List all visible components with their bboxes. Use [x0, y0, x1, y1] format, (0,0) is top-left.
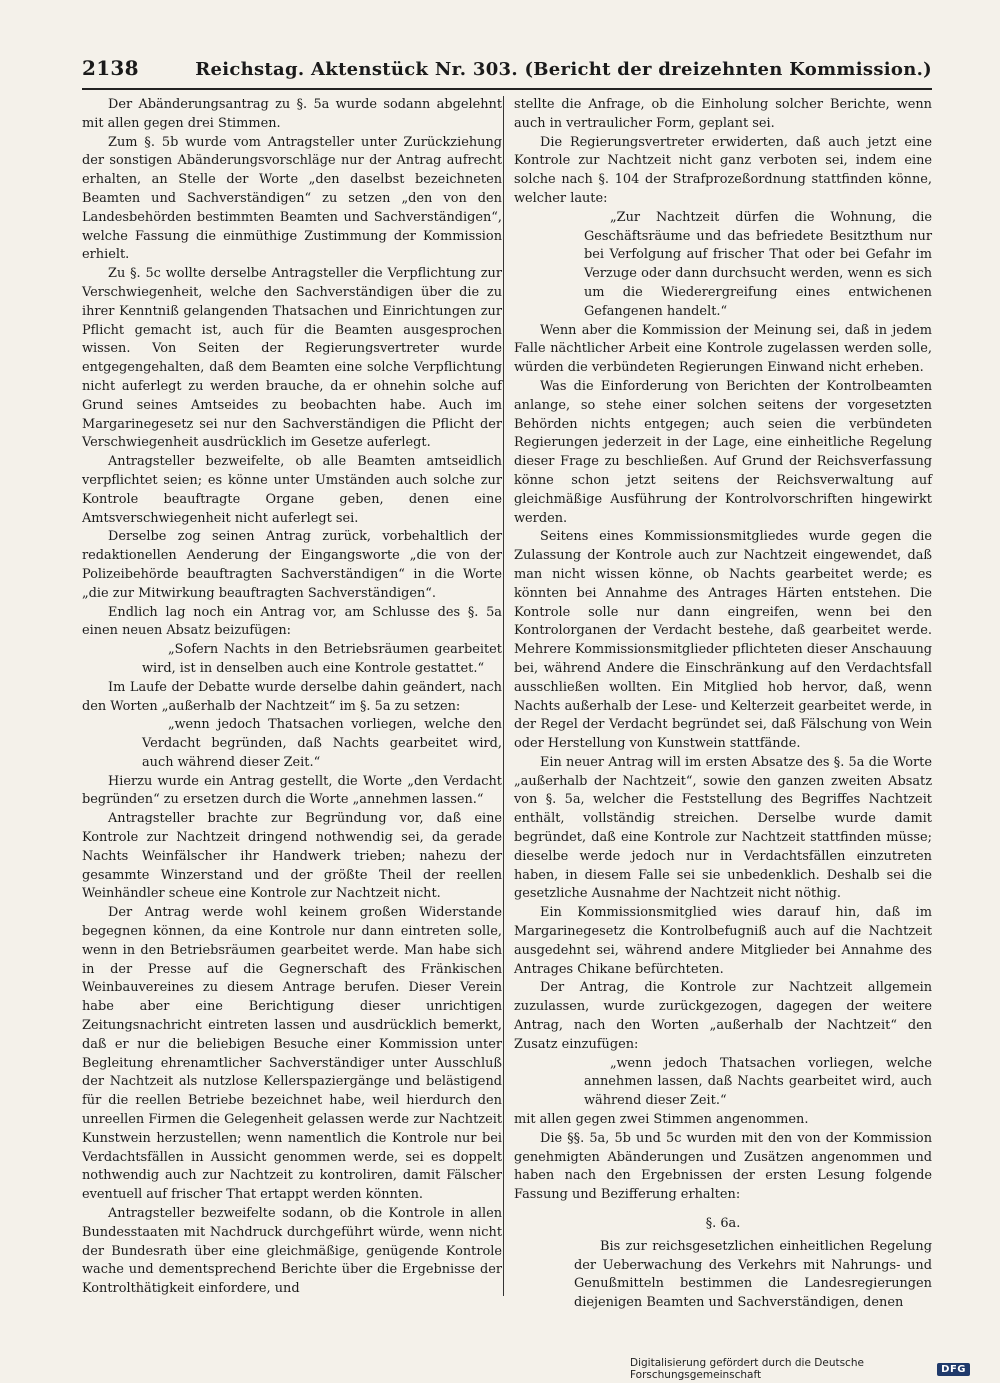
block-quote: „wenn jedoch Thatsachen vorliegen, welche annehmen lassen, daß Nachts gearbeitet wird, auch während dieser Zeit.“	[584, 1055, 932, 1109]
block-quote: „Sofern Nachts in den Betriebsräumen gearbeitet wird, ist in denselben auch eine Kontrole gestattet.“	[142, 642, 502, 676]
section-body: Bis zur reichsgesetzlichen einheitlichen Regelung der Ueberwachung des Verkehrs mit Nahrungs- und Genußmitteln bestimmen die Landesregierungen diejenigen Beamten und Sachverständigen, denen	[574, 1238, 932, 1311]
paragraph: Der Antrag werde wohl keinem großen Widerstande begegnen können, da eine Kontrole nur dann eintreten solle, wenn in den Betriebsräumen gearbeitet werde. Man habe sich in der Presse auf die Gegnerschaft des Fränkischen Weinbauvereines zu diesem Antrage berufen. Dieser Verein habe aber eine Berichtigung dieser unrichtigen Zeitungsnachricht eintreten lassen und ausdrücklich bemerkt, daß er nur die beliebigen Besuche einer Kommission unter Begleitung ehrenamtlicher Sachverständiger unter Ausschluß der Nachtzeit als nutzlose Kellerspaziergänge und belästigend für die reellen Betriebe bezeichnet habe, weil hierdurch den unreellen Firmen die Gelegenheit gelassen werde zur Nachtzeit Kunstwein herzustellen; wenn namentlich die Kontrole nur bei Verdachtsfällen in Aussicht genommen werde, sei es doppelt nothwendig auch zur Nachtzeit zu kontroliren, damit Fälscher eventuell auf frischer That ertappt werden könnten.	[82, 905, 502, 1203]
paragraph: Die Regierungsvertreter erwiderten, daß auch jetzt eine Kontrole zur Nachtzeit nicht ganz verboten sei, indem eine solche nach §. 104 der Strafprozeßordnung stattfinden könne, welcher laute:	[514, 134, 932, 206]
page-header	[82, 56, 932, 86]
right-column	[514, 96, 932, 1313]
paragraph: Ein Kommissionsmitglied wies darauf hin, daß im Margarinegesetz die Kontrolbefugniß auch auf die Nachtzeit ausgedehnt sei, während andere Mitglieder bei Annahme des Antrages Chikane befürchteten.	[514, 905, 932, 977]
paragraph: Zum §. 5b wurde vom Antragsteller unter Zurückziehung der sonstigen Abänderungsvorschläge nur der Antrag aufrecht erhalten, an Stelle der Worte „den daselbst bezeichneten Beamten und Sachverständigen“ zu setzen „den von den Landesbehörden bestimmten Beamten und Sachverständigen“, welche Fassung die einmüthige Zustimmung der Kommission erhielt.	[82, 134, 502, 263]
credit-text: Digitalisierung gefördert durch die Deutsche Forschungsgemeinschaft	[630, 1357, 864, 1381]
paragraph: Was die Einforderung von Berichten der Kontrolbeamten anlange, so stehe einer solchen seitens der vorgesetzten Behörden nichts entgegen; auch seien die verbündeten Regierungen jederzeit in der Lage, eine einheitliche Regelung dieser Frage zu beschließen. Auf Grund der Reichsverfassung könne schon jetzt seitens der Reichsverwaltung auf gleichmäßige Ausführung der Kontrolvorschriften hingewirkt werden.	[514, 378, 932, 526]
digitization-credit	[630, 1357, 970, 1381]
paragraph: Der Antrag, die Kontrole zur Nachtzeit allgemein zuzulassen, wurde zurückgezogen, dagegen der weitere Antrag, nach den Worten „außerhalb der Nachtzeit“ den Zusatz einzufügen:	[514, 980, 932, 1052]
paragraph: Antragsteller bezweifelte, ob alle Beamten amtseidlich verpflichtet seien; es könne unter Umständen auch solche zur Kontrole beauftragte Organe geben, denen eine Amtsverschwiegenheit nicht auferlegt sei.	[82, 454, 502, 526]
column-divider	[503, 96, 504, 1296]
paragraph: Derselbe zog seinen Antrag zurück, vorbehaltlich der redaktionellen Aenderung der Eingangsworte „die von der Polizeibehörde beauftragten Sachverständigen“ in die Worte „die zur Mitwirkung beauftragten Sachverständigen“.	[82, 529, 502, 601]
paragraph: Endlich lag noch ein Antrag vor, am Schlusse des §. 5a einen neuen Absatz beizufügen:	[82, 604, 502, 639]
paragraph: Wenn aber die Kommission der Meinung sei, daß in jedem Falle nächtlicher Arbeit eine Kontrole zugelassen werden solle, würden die verbündeten Regierungen Einwand nicht erheben.	[514, 322, 932, 376]
paragraph: Ein neuer Antrag will im ersten Absatze des §. 5a die Worte „außerhalb der Nachtzeit“, sowie den ganzen zweiten Absatz von §. 5a, welcher die Feststellung des Begriffes Nachtzeit enthält, vollständig streichen. Derselbe wurde damit begründet, daß eine Kontrole zur Nachtzeit stattfinden müsse; dieselbe werde jedoch nur in Verdachtsfällen einzutreten haben, in diesem Falle sei sie unbedenklich. Deshalb sei die gesetzliche Ausnahme der Nachtzeit nicht nöthig.	[514, 754, 932, 902]
running-title: Reichstag. Aktenstück Nr. 303. (Bericht der dreizehnten Kommission.)	[195, 59, 932, 80]
paragraph: Im Laufe der Debatte wurde derselbe dahin geändert, nach den Worten „außerhalb der Nachtzeit“ im §. 5a zu setzen:	[82, 679, 502, 714]
paragraph: mit allen gegen zwei Stimmen angenommen.	[514, 1112, 809, 1128]
paragraph: Antragsteller brachte zur Begründung vor, daß eine Kontrole zur Nachtzeit dringend nothwendig sei, da gerade Nachts Weinfälscher ihr Handwerk trieben; nahezu der gesammte Winzerstand und der größte Theil der reellen Weinhändler scheue eine Kontrole zur Nachtzeit nicht.	[82, 811, 502, 902]
left-column	[82, 96, 502, 1299]
dfg-logo: DFG	[937, 1363, 970, 1376]
paragraph: Die §§. 5a, 5b und 5c wurden mit den von der Kommission genehmigten Abänderungen und Zusätzen angenommen und haben nach den Ergebnissen der ersten Lesung folgende Fassung und Beziﬀerung erhalten:	[514, 1130, 932, 1203]
paragraph: Antragsteller bezweifelte sodann, ob die Kontrole in allen Bundesstaaten mit Nachdruck durchgeführt würde, wenn nicht der Bundesrath über eine gleichmäßige, genügende Kontrole wache und dementsprechend Berichte über die Ergebnisse der Kontrolthätigkeit einfordere, und	[82, 1206, 502, 1297]
block-quote: „Zur Nachtzeit dürfen die Wohnung, die Geschäftsräume und das befriedete Besitzthum nur bei Verfolgung auf frischer That oder bei Gefahr im Verzuge oder dann durchsucht werden, wenn es sich um die Wiederergreifung eines entwichenen Gefangenen handelt.“	[584, 209, 932, 319]
paragraph: Der Abänderungsantrag zu §. 5a wurde sodann abgelehnt mit allen gegen drei Stimmen.	[82, 97, 502, 131]
paragraph: Hierzu wurde ein Antrag gestellt, die Worte „den Verdacht begründen“ zu ersetzen durch die Worte „annehmen lassen.“	[82, 773, 502, 808]
header-rule	[82, 88, 932, 90]
section-heading: §. 6a.	[705, 1216, 741, 1232]
paragraph: stellte die Anfrage, ob die Einholung solcher Berichte, wenn auch in vertraulicher Form, geplant sei.	[514, 97, 932, 131]
paragraph: Seitens eines Kommissionsmitgliedes wurde gegen die Zulassung der Kontrole auch zur Nachtzeit eingewendet, daß man nicht wissen könne, ob Nachts gearbeitet werde; es könnten bei Annahme des Antrages Härten entstehen. Die Kontrole solle nur dann eingreifen, wenn bei den Kontrolorganen der Verdacht bestehe, daß gearbeitet werde. Mehrere Kommissionsmitglieder pflichteten dieser Anschauung bei, während Andere die Einschränkung auf den Verdachtsfall ausschließen wollten. Ein Mitglied hob hervor, daß, wenn Nachts außerhalb der Lese- und Kelterzeit gearbeitet werde, in der Regel der Verdacht begründet sei, daß Fälschung von Wein oder Herstellung von Kunstwein stattfände.	[514, 529, 932, 752]
paragraph: Zu §. 5c wollte derselbe Antragsteller die Verpflichtung zur Verschwiegenheit, welche den Sachverständigen über die zu ihrer Kenntniß gelangenden Thatsachen und Einrichtungen zur Pflicht gemacht ist, auch für die Beamten ausgesprochen wissen. Von Seiten der Regierungsvertreter wurde entgegengehalten, daß dem Beamten eine solche Verpflichtung nicht auferlegt zu werden brauche, da er ohnehin solche auf Grund seines Amtseides zu beobachten habe. Auch im Margarinegesetz sei nur den Sachverständigen die Pflicht der Verschwiegenheit ausdrücklich im Gesetze auferlegt.	[82, 266, 502, 451]
block-quote: „wenn jedoch Thatsachen vorliegen, welche den Verdacht begründen, daß Nachts gearbeitet wird, auch während dieser Zeit.“	[142, 717, 502, 770]
page-number: 2138	[82, 56, 139, 80]
